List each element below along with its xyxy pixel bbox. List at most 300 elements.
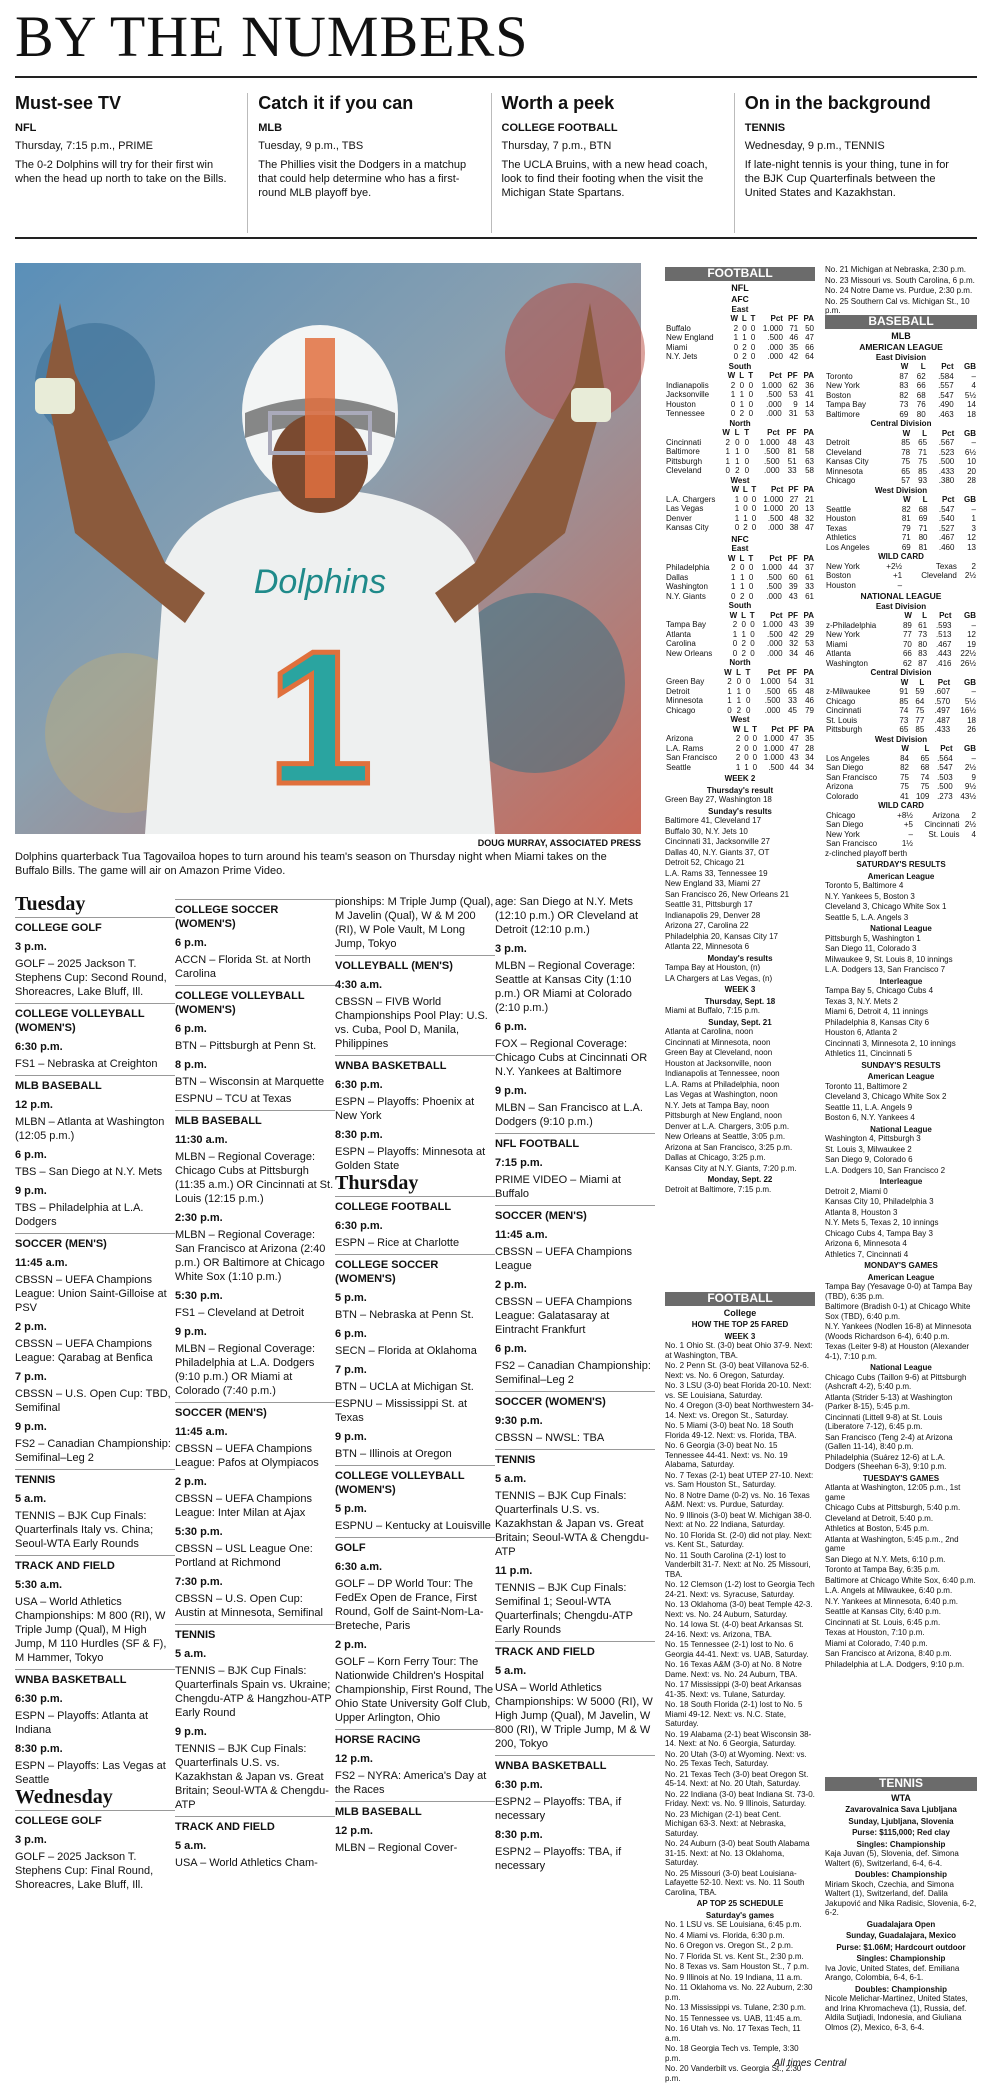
table-row xyxy=(665,390,815,400)
table-row xyxy=(825,400,977,410)
stat-cell: 58 xyxy=(805,466,814,475)
stat-cell: 47 xyxy=(805,523,814,532)
stat-cell: 68 xyxy=(916,390,926,400)
column-header xyxy=(825,429,894,439)
stat-cell: .503 xyxy=(937,772,953,782)
table-row xyxy=(825,630,977,640)
air-time: 8:30 p.m. xyxy=(335,1129,383,1141)
sport-heading: TENNIS xyxy=(495,1449,655,1467)
column-header xyxy=(825,362,892,372)
stat-cell: 1.000 xyxy=(763,504,784,513)
air-time: 6:30 p.m. xyxy=(15,1041,63,1053)
stat-cell: .540 xyxy=(938,514,955,523)
stat-cell: 2 xyxy=(733,323,739,333)
team-name: Pittsburgh xyxy=(826,725,863,734)
stat-cell: 75 xyxy=(901,457,911,466)
game-result: Seattle 31, Pittsburgh 17 xyxy=(665,900,753,909)
stat-cell: 91 xyxy=(899,687,909,696)
column-header: L xyxy=(736,667,742,677)
results-heading: WEEK 3 xyxy=(724,985,756,994)
top25-result: No. 5 Miami (3-0) beat No. 18 South Florida 49-12. Next: vs. Florida, TBA. xyxy=(665,1421,797,1440)
air-time: 6:30 p.m. xyxy=(335,1079,383,1091)
game-result: N.Y. Yankees at Minnesota, 6:40 p.m. xyxy=(825,1596,958,1606)
program-listing: FS1 – Cleveland at Detroit xyxy=(175,1307,305,1319)
top25-result: No. 20 Utah (3-0) at Wyoming. Next: vs. No. 25 Texas Tech, Saturday. xyxy=(665,1749,807,1768)
game-result: Pittsburgh 5, Washington 1 xyxy=(825,933,921,943)
stat-cell: 2 xyxy=(725,437,730,447)
game-result: San Diego 11, Colorado 3 xyxy=(825,944,917,953)
team-name: Tampa Bay xyxy=(826,400,867,409)
schedule-game: No. 18 Georgia Tech vs. Temple, 3:30 p.m. xyxy=(665,2044,799,2063)
team-name: Las Vegas xyxy=(666,504,704,513)
stat-cell: .527 xyxy=(938,523,955,533)
pick-heading: Must-see TV xyxy=(15,93,122,113)
title-rule xyxy=(15,76,977,78)
pick-time: Wednesday, 9 p.m., TENNIS xyxy=(744,140,885,152)
sport-heading: GOLF xyxy=(335,1537,495,1555)
stat-cell: .593 xyxy=(935,620,952,630)
stat-cell: .000 xyxy=(767,342,783,352)
stat-cell: 68 xyxy=(920,763,930,772)
stat-cell: 85 xyxy=(918,466,928,476)
game-result: Arizona 27, Carolina 22 xyxy=(665,921,749,930)
sport-heading: TENNIS xyxy=(15,1469,175,1487)
stat-cell: 62 xyxy=(916,371,926,381)
program-listing: ESPNU – Kentucky at Louisville xyxy=(335,1520,491,1532)
column-header xyxy=(665,371,724,381)
program-listing: TENNIS – BJK Cup Finals: Quarterfinals U.S. vs. Kazakhstan & Japan vs. Great Britain; Seoul-WTA & Chengdu-ATP xyxy=(495,1490,649,1558)
team-name: Denver xyxy=(666,513,692,523)
stat-cell: 62 xyxy=(902,658,912,668)
stat-cell: 1.000 xyxy=(762,323,783,333)
stat-cell: 0 xyxy=(743,504,748,513)
program-listing: CBSSN – NWSL: TBA xyxy=(495,1432,605,1444)
stat-cell: 16½ xyxy=(960,706,976,715)
table-row xyxy=(825,533,977,543)
game-result: New England 33, Miami 27 xyxy=(665,879,761,888)
table-row xyxy=(665,381,815,391)
stat-cell: .467 xyxy=(938,533,955,542)
air-time: 9 p.m. xyxy=(495,1085,527,1097)
tv-column-3 xyxy=(335,895,495,1858)
game-result: Philadelphia at L.A. Dodgers, 9:10 p.m. xyxy=(825,1659,965,1669)
column-header xyxy=(825,495,895,505)
page-title: BY THE NUMBERS xyxy=(15,4,529,69)
game-result: Philadelphia 20, Kansas City 17 xyxy=(665,931,778,941)
game-result: Toronto 5, Baltimore 4 xyxy=(825,881,904,890)
air-time: 5:30 a.m. xyxy=(15,1579,63,1591)
column-header: W xyxy=(729,610,738,620)
schedule-game: No. 8 Texas vs. Sam Houston St., 7 p.m. xyxy=(665,1962,809,1971)
stat-cell: 0 xyxy=(730,399,736,409)
column-header: T xyxy=(745,667,751,677)
stat-cell: – xyxy=(971,438,976,447)
schedule-header: AP TOP 25 SCHEDULE xyxy=(696,1899,784,1908)
team-name: Arizona xyxy=(826,782,854,791)
game-result: Atlanta at Washington, 5:45 p.m., 2nd game xyxy=(825,1534,959,1553)
table-row xyxy=(665,706,815,716)
stat-cell: 2 xyxy=(743,523,748,532)
stat-cell: 0 xyxy=(748,409,754,418)
stat-cell: +8½ xyxy=(897,810,913,820)
division-label: East xyxy=(731,544,749,553)
game-result: Seattle 11, L.A. Angels 9 xyxy=(825,1102,913,1112)
column-header: W xyxy=(904,611,912,620)
stat-cell: 0 xyxy=(735,437,740,447)
air-time: 5 a.m. xyxy=(495,1473,527,1485)
division-label: West xyxy=(730,475,750,485)
results-heading: National League xyxy=(870,1124,932,1134)
stat-cell: 2 xyxy=(735,743,741,753)
game-result: Cincinnati at Minnesota, noon xyxy=(665,1037,771,1047)
stat-cell: 81 xyxy=(901,514,911,523)
table-row xyxy=(825,457,977,467)
air-time: 5 a.m. xyxy=(175,1648,207,1660)
stat-cell: 93 xyxy=(918,476,928,485)
game-result: Washington 4, Pittsburgh 3 xyxy=(825,1134,921,1143)
stat-cell: 57 xyxy=(901,476,911,485)
table-row xyxy=(825,381,977,391)
stat-cell: 66 xyxy=(902,649,912,658)
stat-cell: .500 xyxy=(764,686,781,696)
top25-result: No. 21 Texas Tech (3-0) beat Oregon St. 45-14. Next: at No. 20 Utah, Saturday. xyxy=(665,1769,809,1788)
sport-heading: HORSE RACING xyxy=(335,1729,495,1747)
team-name: Houston xyxy=(826,580,856,590)
stat-cell: 42 xyxy=(789,629,799,639)
game-result: N.Y. Jets at Tampa Bay, noon xyxy=(665,1100,770,1110)
schedule-game: No. 23 Missouri vs. South Carolina, 6 p.m. xyxy=(825,275,975,285)
stat-cell: 76 xyxy=(916,400,926,409)
photo-credit: DOUG MURRAY, ASSOCIATED PRESS xyxy=(477,838,641,848)
stat-cell: 74 xyxy=(899,706,909,715)
sport-heading: COLLEGE FOOTBALL xyxy=(335,1196,495,1214)
stat-cell: 1 xyxy=(735,456,740,466)
air-time: 11:45 a.m. xyxy=(175,1426,228,1438)
air-time: 5 a.m. xyxy=(175,1840,207,1852)
stat-cell: 43 xyxy=(805,437,814,447)
stat-cell: 1 xyxy=(739,572,745,582)
stat-cell: 1.000 xyxy=(762,620,783,629)
stat-cell: 0 xyxy=(750,352,756,361)
stat-cell: 12 xyxy=(967,630,976,639)
air-time: 9:30 p.m. xyxy=(495,1415,543,1427)
team-name: Chicago xyxy=(666,705,696,715)
table-row xyxy=(825,839,977,849)
column-header: L xyxy=(741,314,747,323)
stat-cell: 2 xyxy=(739,409,745,418)
results-heading: TUESDAY'S GAMES xyxy=(862,1473,940,1483)
team-name: Minnesota xyxy=(826,466,863,476)
program-listing: SECN – Florida at Oklahoma xyxy=(335,1345,477,1357)
stat-cell: 50 xyxy=(805,323,814,333)
stat-cell: 33 xyxy=(805,582,814,591)
stat-cell: 81 xyxy=(787,447,797,456)
stat-cell: 46 xyxy=(805,648,814,658)
air-time: 12 p.m. xyxy=(15,1099,53,1111)
tv-picks xyxy=(15,93,977,233)
top25-result: No. 12 Clemson (1-2) lost to Georgia Tech 24-21. Next: vs. Syracuse, Saturday. xyxy=(665,1580,815,1599)
program-listing: MLBN – Regional Cover- xyxy=(335,1842,458,1854)
table-row xyxy=(825,505,977,515)
stat-cell: 0 xyxy=(744,466,750,475)
schedule-game: No. 6 Oregon vs. Oregon St., 2 p.m. xyxy=(665,1941,794,1950)
sport-heading: SOCCER (WOMEN'S) xyxy=(495,1391,655,1409)
stat-cell: – xyxy=(897,580,903,590)
division-label: East Division xyxy=(875,601,927,611)
stat-cell: 71 xyxy=(918,447,928,457)
game-result: Tampa Bay (Yesavage 0-0) at Tampa Bay (TBD), 6:35 p.m. xyxy=(825,1282,973,1301)
game-result: Miami at Colorado, 7:40 p.m. xyxy=(825,1638,928,1648)
stat-cell: 84 xyxy=(900,753,909,763)
game-result: San Francisco at Arizona, 8:40 p.m. xyxy=(825,1649,952,1658)
stat-cell: 83 xyxy=(899,381,909,390)
results-heading: SATURDAY'S RESULTS xyxy=(856,860,946,869)
program-listing: FOX – Regional Coverage: Chicago Cubs at Cincinnati OR N.Y. Yankees at Baltimore xyxy=(495,1038,648,1078)
column-header: Pct xyxy=(769,371,782,380)
match-result: Kaja Juvan (5), Slovenia, def. Simona Waltert (6), Switzerland, 6-4, 6-4. xyxy=(825,1849,959,1868)
air-time: 6 p.m. xyxy=(175,1023,207,1035)
stat-cell: 66 xyxy=(805,342,814,352)
game-result: Cincinnati 31, Jacksonville 27 xyxy=(665,837,770,846)
division-label: West Division xyxy=(874,734,928,744)
team-name: Indianapolis xyxy=(666,380,709,390)
week-label: WEEK 3 xyxy=(724,1331,756,1341)
air-time: 3 p.m. xyxy=(15,941,47,953)
standings-table xyxy=(665,314,815,362)
tv-column-2 xyxy=(175,895,335,1873)
stat-cell: 0 xyxy=(750,648,755,658)
tv-column-4 xyxy=(495,895,655,1876)
stat-cell: .500 xyxy=(767,333,783,342)
air-time: 8 p.m. xyxy=(175,1059,207,1071)
stat-cell: 78 xyxy=(901,447,911,457)
division-label: South xyxy=(728,361,752,371)
game-result: Cleveland 3, Chicago White Sox 1 xyxy=(825,902,947,911)
standings-table xyxy=(665,428,815,476)
stat-cell: 44 xyxy=(789,762,799,772)
mlb-standings xyxy=(825,313,977,1768)
stat-cell: .557 xyxy=(938,381,954,390)
column-header: PF xyxy=(788,314,799,323)
program-listing: ESPN2 – Playoffs: TBA, if necessary xyxy=(495,1796,622,1822)
column-header: T xyxy=(748,371,754,380)
stat-cell: 2½ xyxy=(964,571,976,580)
game-result: Atlanta 8, Houston 3 xyxy=(825,1207,898,1217)
stat-cell: 1 xyxy=(735,762,741,772)
stat-cell: .500 xyxy=(938,457,955,466)
wildcard-label: WILD CARD xyxy=(878,801,924,810)
stat-cell: 43 xyxy=(789,753,799,762)
table-row xyxy=(825,467,977,477)
table-row xyxy=(825,763,977,773)
stat-cell: 1 xyxy=(732,629,738,639)
column-header: L xyxy=(741,610,746,620)
column-header: L xyxy=(742,485,748,494)
team-name: New York xyxy=(826,630,860,639)
stat-cell: .380 xyxy=(938,476,955,485)
program-listing: CBSSN – UEFA Champions League: Galatasaray at Eintracht Frankfurt xyxy=(495,1296,632,1336)
clinched-note: z-clinched playoff berth xyxy=(825,848,908,858)
game-result: Baltimore 41, Cleveland 17 xyxy=(665,816,762,825)
column-header: Pct xyxy=(941,362,954,371)
table-row xyxy=(825,725,977,735)
game-result: San Diego at N.Y. Mets, 6:10 p.m. xyxy=(825,1554,946,1564)
column-header: PF xyxy=(787,371,798,380)
table-row xyxy=(825,706,977,716)
wildcard-label: WILD CARD xyxy=(878,552,924,561)
air-time: 6:30 p.m. xyxy=(335,1220,383,1232)
stat-cell: 0 xyxy=(750,333,756,342)
stat-cell: 13 xyxy=(967,542,976,552)
team-name: z-Philadelphia xyxy=(826,620,877,630)
game-result: Indianapolis at Tennessee, noon xyxy=(665,1069,780,1078)
stat-cell: 0 xyxy=(750,639,755,648)
quarterback-illustration xyxy=(15,263,641,834)
program-listing: CBSSN – USL League One: Portland at Richmond xyxy=(175,1543,313,1569)
stat-cell: 68 xyxy=(918,504,928,514)
air-time: 9 p.m. xyxy=(175,1326,207,1338)
team-name: Tennessee xyxy=(666,409,705,418)
stat-cell: 2 xyxy=(730,380,736,390)
column-header: L xyxy=(739,371,745,380)
column-header: W xyxy=(727,371,736,380)
stat-cell: 53 xyxy=(805,409,814,418)
air-time: 2 p.m. xyxy=(15,1321,47,1333)
team-name: L.A. Chargers xyxy=(666,494,716,504)
program-listing: MLBN – Regional Coverage: Philadelphia at L.A. Dodgers (9:10 p.m.) OR Miami at Colorado (7:40 p.m.) xyxy=(175,1343,316,1397)
stat-cell: 43 xyxy=(788,591,798,601)
table-row xyxy=(825,448,977,458)
stat-cell: 6½ xyxy=(964,447,976,457)
stat-cell: .500 xyxy=(766,390,782,399)
column-header: W xyxy=(724,667,732,677)
column-header xyxy=(665,485,728,495)
stat-cell: 75 xyxy=(900,782,909,791)
program-listing: BTN – Nebraska at Penn St. xyxy=(335,1309,474,1321)
team-name xyxy=(914,839,961,849)
stat-cell: 0 xyxy=(730,409,736,418)
stat-cell: 0 xyxy=(727,705,732,715)
sport-heading: NFL FOOTBALL xyxy=(495,1133,655,1151)
sport-heading: WNBA BASKETBALL xyxy=(495,1755,655,1773)
results-heading: WEEK 2 xyxy=(724,774,756,783)
table-row xyxy=(665,504,815,514)
stat-cell: 1 xyxy=(734,504,740,513)
stat-cell: 1.000 xyxy=(763,734,784,743)
team-name: San Diego xyxy=(826,763,864,772)
game-result: L.A. Rams 33, Tennessee 19 xyxy=(665,868,768,878)
column-header xyxy=(665,668,720,678)
team-name: Washington xyxy=(826,658,868,668)
stat-cell: 10 xyxy=(967,457,976,466)
stat-cell: 0 xyxy=(733,342,739,352)
table-row xyxy=(825,372,977,382)
top25-result: No. 13 Oklahoma (3-0) beat Temple 42-3. Next: vs. No. 24 Auburn, Saturday. xyxy=(665,1600,813,1619)
stat-cell: 44 xyxy=(788,563,798,572)
program-listing: GOLF – Korn Ferry Tour: The Nationwide Children's Hospital Championship, First Round, The Ohio State University Golf Club, Upper Arlington, Ohio xyxy=(335,1656,494,1724)
stat-cell: 61 xyxy=(805,572,814,582)
team-name: Atlanta xyxy=(666,629,691,639)
stat-cell: 0 xyxy=(733,352,739,361)
table-row xyxy=(825,716,977,726)
tennis-section-header: TENNIS xyxy=(825,1777,977,1791)
pick-blurb: The Phillies visit the Dodgers in a matchup that could help determine who has a first-round MLB playoff bye. xyxy=(258,159,467,199)
division-label: South xyxy=(728,601,752,610)
stat-cell: 74 xyxy=(920,772,930,782)
stat-cell: 59 xyxy=(915,687,925,696)
air-time: 6 p.m. xyxy=(175,937,207,949)
table-row xyxy=(665,649,815,659)
stat-cell: 0 xyxy=(732,639,738,648)
column-header xyxy=(825,678,893,688)
column-header: W xyxy=(901,744,909,753)
team-name: Athletics xyxy=(826,533,857,542)
game-result: Arizona 6, Minnesota 4 xyxy=(825,1239,907,1248)
results-heading: Sunday's results xyxy=(708,806,772,816)
program-listing: USA – World Athletics Championships: M 800 (RI), W Triple Jump (Qual), M High Jump, M 110 Hurdles (SF & F), M Hammer, Tokyo xyxy=(15,1596,167,1664)
top25-result: No. 9 Illinois (3-0) beat W. Michigan 38-0. Next: at No. 22 Indiana, Saturday. xyxy=(665,1510,812,1529)
column-header: L xyxy=(922,428,928,438)
stat-cell: 2 xyxy=(731,563,736,572)
stat-cell: 0 xyxy=(736,677,742,686)
game-result: Athletics at Boston, 5:45 p.m. xyxy=(825,1524,930,1533)
stat-cell: .607 xyxy=(934,687,951,696)
air-time: 9 p.m. xyxy=(335,1431,367,1443)
team-name: Washington xyxy=(666,582,708,591)
schedule-game: No. 1 LSU vs. SE Louisiana, 6:45 p.m. xyxy=(665,1920,802,1929)
game-result: Texas 3, N.Y. Mets 2 xyxy=(825,996,898,1006)
stat-cell: 0 xyxy=(745,686,751,696)
tennis-results xyxy=(825,1775,977,2045)
game-result: Detroit at Baltimore, 7:15 p.m. xyxy=(665,1184,772,1194)
game-result: Cleveland at Detroit, 5:40 p.m. xyxy=(825,1513,934,1523)
stat-cell: .500 xyxy=(767,513,784,523)
stat-cell: 64 xyxy=(915,696,925,706)
sport-heading: TENNIS xyxy=(175,1624,335,1642)
sport-heading: COLLEGE SOCCER (WOMEN'S) xyxy=(335,1254,495,1286)
column-header xyxy=(665,554,724,564)
column-header: Pct xyxy=(770,485,784,494)
stat-cell: 75 xyxy=(900,772,909,782)
table-row xyxy=(665,620,815,630)
game-result: L.A. Dodgers 10, San Francisco 2 xyxy=(825,1165,946,1175)
stat-cell: 1.000 xyxy=(761,563,782,572)
table-row xyxy=(665,573,815,583)
stat-cell: 0 xyxy=(739,563,745,572)
column-header: GB xyxy=(964,495,976,504)
column-header: W xyxy=(727,553,736,563)
program-listing: ACCN – Florida St. at North Carolina xyxy=(175,954,311,980)
results-heading: Sunday, Sept. 21 xyxy=(708,1017,772,1027)
program-listing: USA – World Athletics Cham- xyxy=(175,1857,318,1869)
column-header: PA xyxy=(803,553,814,563)
stat-cell: +5 xyxy=(903,820,913,829)
game-result: Cleveland 3, Chicago White Sox 2 xyxy=(825,1092,947,1101)
stat-cell: 71 xyxy=(789,323,799,333)
event-heading: Purse: $1.06M; Hardcourt outdoor xyxy=(836,1942,966,1952)
table-row xyxy=(825,792,977,802)
air-time: 6 p.m. xyxy=(495,1343,527,1355)
match-result: Miriam Skoch, Czechia, and Simona Waltert (1), Switzerland, def. Dalila Jakupović and Nika Radisic, Slovenia, 6-2, 6-2. xyxy=(825,1879,977,1917)
table-row xyxy=(665,563,815,573)
stat-cell: 41 xyxy=(900,791,909,801)
schedule-game: No. 24 Notre Dame vs. Purdue, 2:30 p.m. xyxy=(825,286,973,295)
stat-cell: 0 xyxy=(744,456,750,466)
table-row xyxy=(825,514,977,524)
results-heading: MONDAY'S GAMES xyxy=(864,1261,938,1270)
top25-result: No. 6 Georgia (3-0) beat No. 15 Tennessee 44-41. Next: vs. No. 19 Alabama, Saturday. xyxy=(665,1441,788,1469)
game-result: Las Vegas at Washington, noon xyxy=(665,1090,778,1099)
